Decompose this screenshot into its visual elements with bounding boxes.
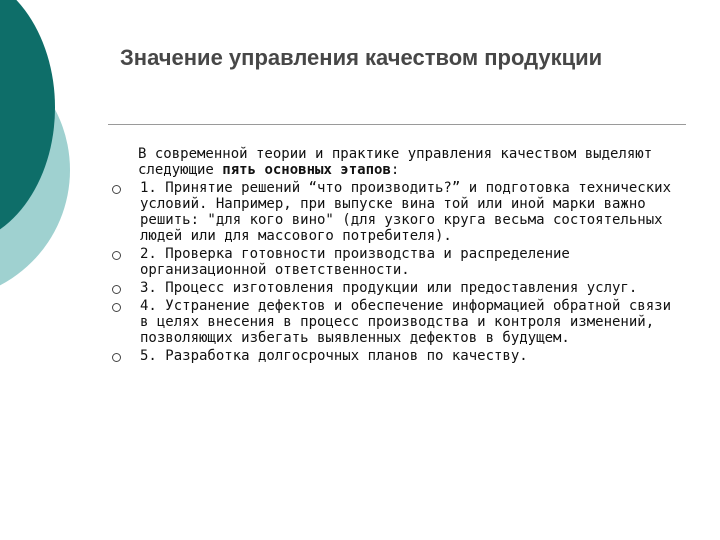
bullet-circle-icon [112, 185, 121, 194]
list-item [112, 348, 687, 364]
list-item-text: 5. Разработка долгосрочных планов по качеству. [140, 348, 528, 364]
bullet-circle-icon [112, 285, 121, 294]
intro-suffix: : [390, 162, 400, 178]
list-item-text: 2. Проверка готовности производства и распределение организационной ответственности. [140, 246, 570, 278]
list-item [112, 298, 687, 346]
list-item [112, 180, 687, 244]
list-item-text: 3. Процесс изготовления продукции или предоставления услуг. [140, 280, 638, 296]
intro-text: В современной теории и практике управления качеством выделяют следующие [138, 146, 653, 178]
list-item-text: 1. Принятие решений “что производить?” и подготовка технических условий. Например, при выпуске вина той или иной марки важно решить: "для кого вино" (для узкого круга весьма состоятельных людей или для массового потребителя). [140, 180, 672, 244]
intro-paragraph [112, 146, 687, 178]
slide-content [112, 146, 687, 364]
intro-emphasis: пять основных этапов [222, 162, 391, 178]
bullet-circle-icon [112, 303, 121, 312]
list-item [112, 246, 687, 278]
bullet-circle-icon [112, 353, 121, 362]
bullet-circle-icon [112, 251, 121, 260]
list-item [112, 280, 687, 296]
slide-title: Значение управления качеством продукции [120, 45, 603, 70]
list-item-text: 4. Устранение дефектов и обеспечение информацией обратной связи в целях внесения в процесс производства и контроля изменений, позволяющих избегать выявленных дефектов в будущем. [140, 298, 672, 346]
title-divider [108, 124, 686, 125]
